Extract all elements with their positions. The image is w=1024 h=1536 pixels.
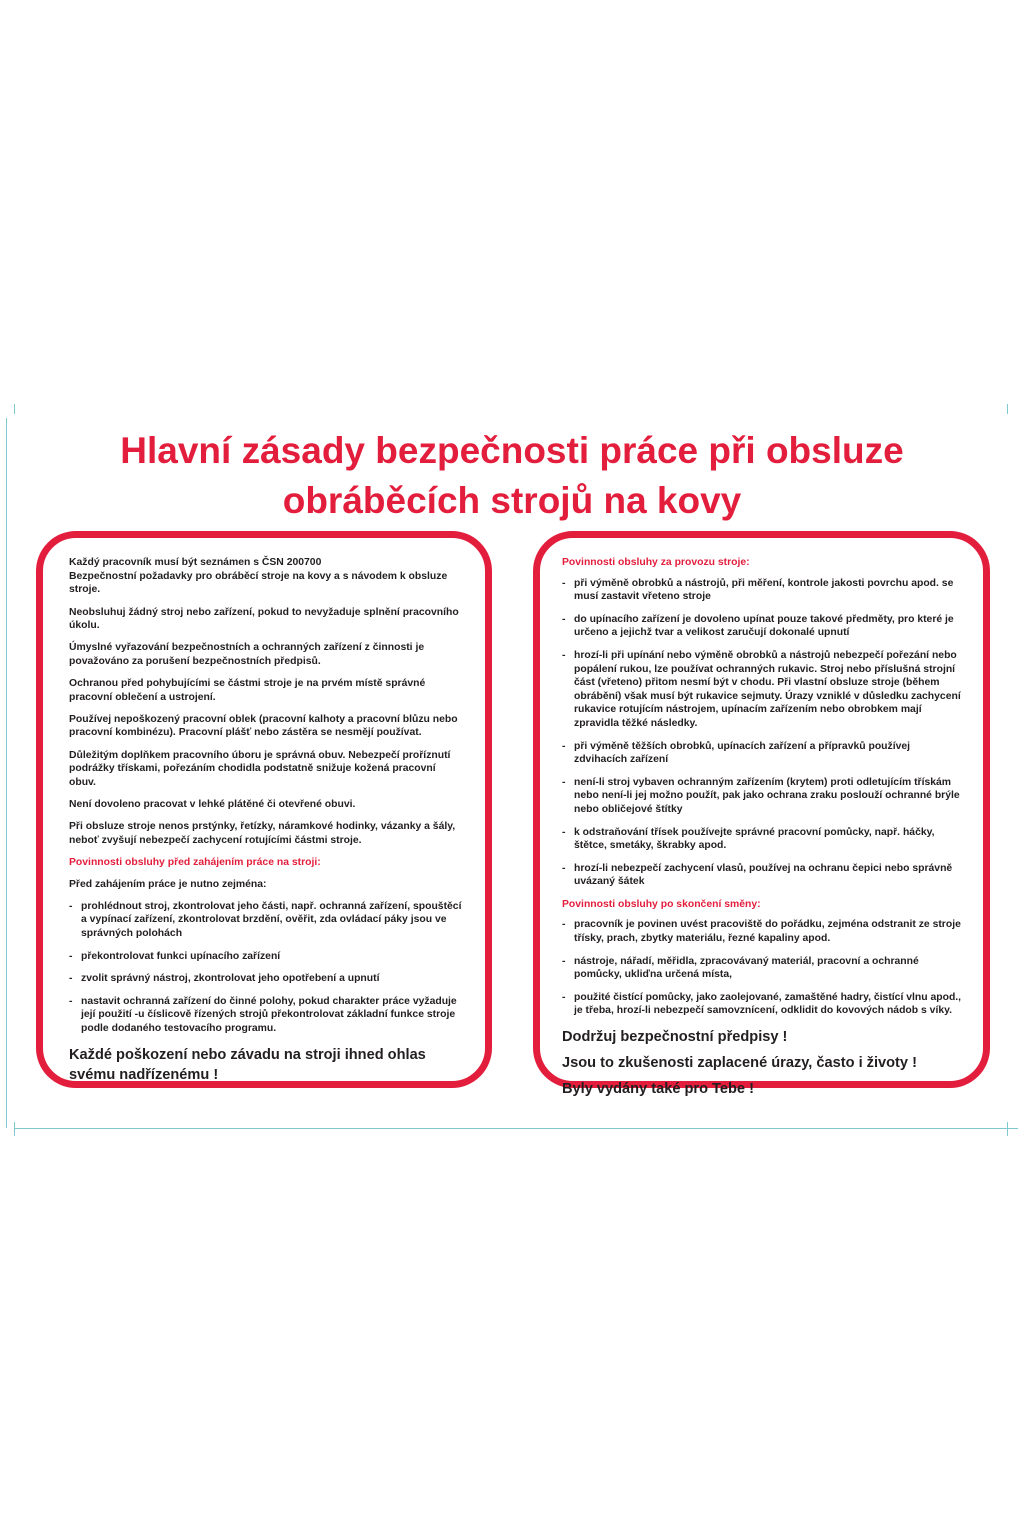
crop-mark-bottom-right: [1007, 1122, 1008, 1136]
section-heading-after-shift: Povinnosti obsluhy po skončení směny:: [562, 898, 761, 910]
list-item: - při výměně obrobků a nástrojů, při měření, kontrole jakosti povrchu apod. se musí zastavit vřeteno stroje: [562, 577, 963, 604]
section-heading-during-operation: Povinnosti obsluhy za provozu stroje:: [562, 557, 750, 568]
crop-mark-left-vertical: [6, 418, 7, 1128]
right-panel: [533, 531, 990, 1098]
section-heading-before-work: Povinnosti obsluhy před zahájením práce na stroji:: [69, 856, 321, 868]
left-paragraph: Důležitým doplňkem pracovního úboru je správná obuv. Nebezpečí proříznutí podrážky třískami, pořezáním chodidla podstatně snižuje kožená pracovní obuv.: [69, 749, 451, 788]
list-item: - k odstraňování třísek používejte správné pracovní pomůcky, např. háčky, štětce, smetáky, škrabky apod.: [562, 826, 963, 853]
list-item: - pracovník je povinen uvést pracoviště do pořádku, zejména odstranit ze stroje třísky, prach, zbytky materiálu, řezné kapaliny apod.: [562, 918, 963, 945]
during-operation-list: [562, 577, 963, 889]
page-title: [20, 426, 1004, 526]
closing-line-for-you: Byly vydány také pro Tebe !: [562, 1081, 754, 1098]
closing-line-rules: Dodržuj bezpečnostní předpisy !: [562, 1029, 788, 1046]
page-title-line-1: Hlavní zásady bezpečnosti práce při obsluze: [120, 430, 904, 471]
closing-line-experience: Jsou to zkušenosti zaplacené úrazy, často i životy !: [562, 1055, 917, 1072]
list-item: - nastavit ochranná zařízení do činné polohy, pokud charakter práce vyžaduje její použití -u číslicově řízených strojů překontrolovat základní funkce stroje podle dodaného testovacího programu.: [69, 995, 465, 1036]
after-shift-list: [562, 918, 963, 1018]
crop-mark-bottom-left: [14, 1122, 15, 1136]
list-item: - překontrolovat funkci upínacího zařízení: [69, 950, 465, 964]
list-item: - prohlédnout stroj, zkontrolovat jeho části, např. ochranná zařízení, spouštěcí a vypínací zařízení, zkontrolovat brzdění, ověřit, zda ovládací páky jsou ve správných polohách: [69, 900, 465, 941]
left-paragraph: Ochranou před pohybujícími se částmi stroje je na prvém místě správné pracovní oblečení a ustrojení.: [69, 678, 426, 703]
crop-mark-top-right: [1007, 404, 1008, 414]
list-item: - použité čistící pomůcky, jako zaolejované, zamaštěné hadry, čistící vlnu apod., je třeba, hrozí-li nebezpečí samovznícení, odklidit do kovových nádob s víky.: [562, 991, 963, 1018]
left-paragraph: Není dovoleno pracovat v lehké plátěné či otevřené obuvi.: [69, 798, 356, 810]
left-paragraph: [69, 556, 465, 597]
list-item: - při výměně těžších obrobků, upínacích zařízení a přípravků používej zdvihacích zařízení: [562, 740, 963, 767]
list-item: - zvolit správný nástroj, zkontrolovat jeho opotřebení a upnutí: [69, 972, 465, 986]
closing-warning: Každé poškození nebo závadu na stroji ihned ohlas svému nadřízenému !: [69, 1046, 426, 1083]
list-item: - do upínacího zařízení je dovoleno upínat pouze takové předměty, pro které je určeno a jejichž tvar a velikost zaručují dokonalé upnutí: [562, 613, 963, 640]
list-item: - hrozí-li při upínání nebo výměně obrobků a nástrojů nebezpečí pořezání nebo popálení rukou, lze používat ochranných rukavic. Stroj nebo příslušná strojní část (vřeteno) přitom nesmí být v chodu. Při vlastní obsluze stroje (během obrábění) však musí být rukavice sejmuty. Úrazy vzniklé v důsledku zachycení rukavice rotujícím nástrojem, upínacím zařízením nebo obrobkem mají zpravidla těžké následky.: [562, 649, 963, 731]
list-item: - hrozí-li nebezpečí zachycení vlasů, používej na ochranu čepici nebo správně uvázaný šátek: [562, 862, 963, 889]
standard-line: Každý pracovník musí být seznámen s ČSN 200700: [69, 557, 322, 568]
crop-mark-top-left: [14, 404, 15, 414]
left-paragraph: Neobsluhuj žádný stroj nebo zařízení, pokud to nevyžaduje splnění pracovního úkolu.: [69, 606, 459, 632]
left-paragraph: Používej nepoškozený pracovní oblek (pracovní kalhoty a pracovní blůzu nebo pracovní kombinézu). Pracovní plášť nebo zástěra se nesmějí používat.: [69, 713, 458, 739]
list-item: - není-li stroj vybaven ochranným zařízením (krytem) proti odletujícím třískám nebo není-li jej možno použít, pak jako ochrana zraku poslouží ochranné brýle nebo obličejové štítky: [562, 776, 963, 817]
left-panel: [36, 531, 492, 1088]
section-intro: Před zahájením práce je nutno zejména:: [69, 878, 267, 890]
list-item: - nástroje, nářadí, měřidla, zpracovávaný materiál, pracovní a ochranné pomůcky, ukliďna určená místa,: [562, 955, 963, 982]
crop-mark-bottom-horizontal: [14, 1128, 1018, 1129]
left-paragraph: Při obsluze stroje nenos prstýnky, řetízky, náramkové hodinky, vázanky a šály, neboť zvyšují nebezpečí zachycení rotujícími částmi stroje.: [69, 820, 456, 846]
left-paragraph: Úmyslné vyřazování bezpečnostních a ochranných zařízení z činnosti je považováno za porušení bezpečnostních předpisů.: [69, 642, 425, 668]
page-title-line-2: obráběcích strojů na kovy: [282, 480, 742, 521]
standard-description: Bezpečnostní požadavky pro obráběcí stroje na kovy a s návodem k obsluze stroje.: [69, 570, 448, 596]
before-work-list: [69, 900, 465, 1036]
